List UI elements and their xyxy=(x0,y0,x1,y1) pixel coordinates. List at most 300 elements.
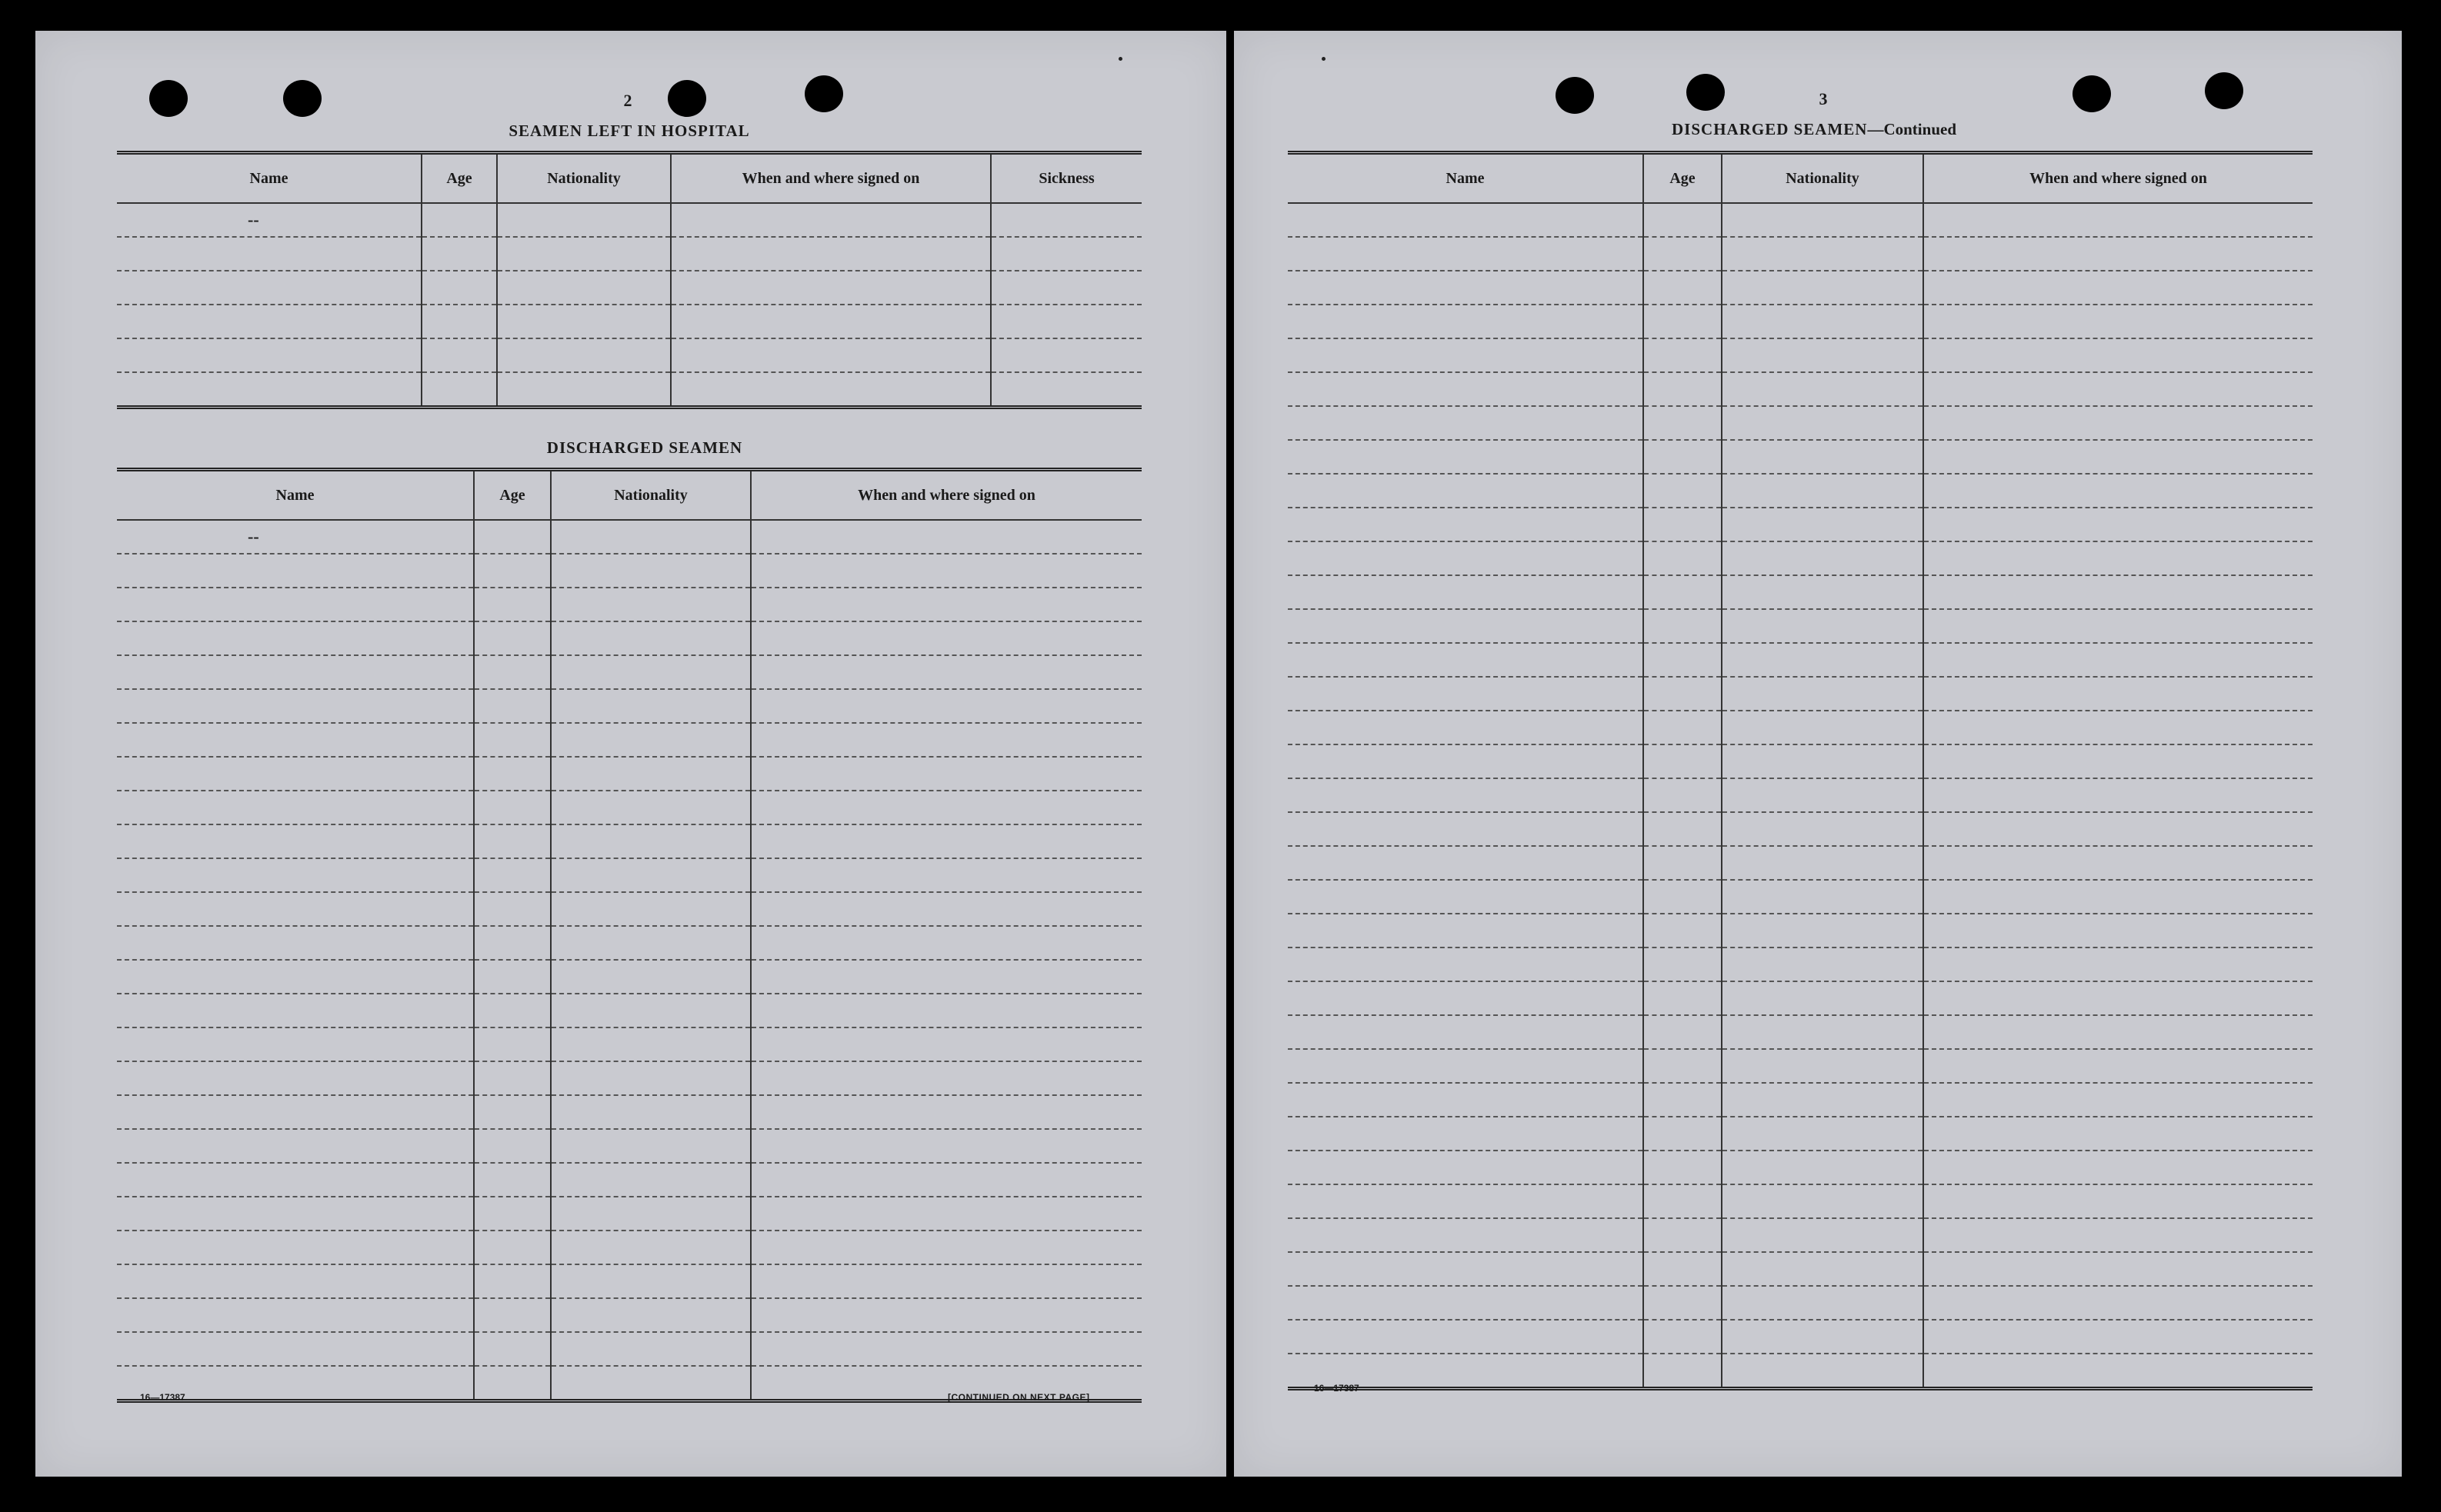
table-row xyxy=(117,1197,1142,1231)
table-cell xyxy=(1643,237,1722,271)
table-row xyxy=(117,1129,1142,1163)
table-cell xyxy=(1288,1015,1643,1049)
table-cell xyxy=(1722,440,1923,474)
table-cell xyxy=(1722,406,1923,440)
table-cell xyxy=(751,824,1142,858)
table-cell xyxy=(991,305,1142,338)
table-cell xyxy=(1722,981,1923,1015)
table-cell xyxy=(1722,1117,1923,1151)
section-title-main: DISCHARGED SEAMEN xyxy=(1672,120,1868,138)
table-row xyxy=(1288,914,2313,947)
table-cell xyxy=(1923,1286,2313,1320)
table-cell xyxy=(1288,1049,1643,1083)
page-number: 3 xyxy=(1819,89,1828,108)
discharged-section-title: DISCHARGED SEAMEN xyxy=(546,438,743,457)
table-cell xyxy=(1923,643,2313,677)
table-row xyxy=(117,1264,1142,1298)
table-cell xyxy=(117,858,474,892)
table-row xyxy=(117,1332,1142,1366)
punch-hole xyxy=(2073,75,2111,112)
table-cell xyxy=(1288,271,1643,305)
table-cell xyxy=(117,271,422,305)
table-cell xyxy=(1288,812,1643,846)
table-cell xyxy=(1288,914,1643,947)
table-cell xyxy=(1643,914,1722,947)
table-cell xyxy=(551,1027,751,1061)
table-row xyxy=(1288,1049,2313,1083)
table-cell xyxy=(671,203,991,237)
table-cell xyxy=(1288,947,1643,981)
table-cell xyxy=(1643,947,1722,981)
column-header-name: Name xyxy=(1288,153,1643,204)
table-cell xyxy=(1923,778,2313,812)
table-cell xyxy=(1923,575,2313,609)
table-cell xyxy=(1643,812,1722,846)
column-header-signed-on: When and where signed on xyxy=(751,470,1142,521)
table-cell xyxy=(422,237,497,271)
table-cell xyxy=(551,655,751,689)
hospital-table xyxy=(117,151,1142,409)
table-cell xyxy=(671,372,991,408)
punch-hole xyxy=(283,80,322,117)
table-cell xyxy=(117,791,474,824)
table-cell xyxy=(551,1366,751,1401)
table-row xyxy=(117,271,1142,305)
table-cell xyxy=(551,621,751,655)
table-cell xyxy=(1643,1286,1722,1320)
table-cell xyxy=(751,1231,1142,1264)
table-row xyxy=(117,621,1142,655)
table-cell xyxy=(751,1163,1142,1197)
table-cell xyxy=(474,655,551,689)
table-cell xyxy=(751,655,1142,689)
table-cell xyxy=(1288,406,1643,440)
table-cell xyxy=(1288,711,1643,744)
table-cell xyxy=(551,994,751,1027)
table-cell xyxy=(1288,440,1643,474)
table-cell xyxy=(117,372,422,408)
table-row xyxy=(117,960,1142,994)
table-cell xyxy=(474,1332,551,1366)
table-row xyxy=(1288,372,2313,406)
table-cell xyxy=(1722,1354,1923,1389)
table-cell xyxy=(1643,778,1722,812)
table-cell xyxy=(1722,812,1923,846)
table-cell xyxy=(751,757,1142,791)
table-cell xyxy=(1923,474,2313,508)
table-cell xyxy=(1923,372,2313,406)
table-cell xyxy=(1923,677,2313,711)
table-cell xyxy=(1722,914,1923,947)
table-cell xyxy=(1722,338,1923,372)
table-cell xyxy=(1722,541,1923,575)
table-cell xyxy=(1722,744,1923,778)
table-row xyxy=(117,824,1142,858)
table-cell xyxy=(1722,947,1923,981)
table-cell xyxy=(751,1129,1142,1163)
table-row xyxy=(1288,508,2313,541)
table-cell xyxy=(117,689,474,723)
table-cell xyxy=(1923,744,2313,778)
table-cell xyxy=(1923,1218,2313,1252)
table-cell xyxy=(1722,1049,1923,1083)
table-cell xyxy=(1722,1083,1923,1117)
table-row xyxy=(1288,338,2313,372)
table-cell xyxy=(1722,1015,1923,1049)
table-cell xyxy=(751,791,1142,824)
table-cell xyxy=(991,237,1142,271)
table-cell xyxy=(1288,541,1643,575)
column-header-age: Age xyxy=(1643,153,1722,204)
table-cell xyxy=(422,372,497,408)
table-cell xyxy=(474,960,551,994)
table-row xyxy=(1288,271,2313,305)
table-row xyxy=(1288,677,2313,711)
table-cell xyxy=(1722,271,1923,305)
table-row xyxy=(1288,744,2313,778)
table-row xyxy=(1288,1184,2313,1218)
table-cell xyxy=(1288,643,1643,677)
table-row xyxy=(117,655,1142,689)
table-cell xyxy=(117,1095,474,1129)
table-cell xyxy=(1288,609,1643,643)
table-row xyxy=(117,791,1142,824)
table-row xyxy=(117,520,1142,554)
table-cell xyxy=(1643,372,1722,406)
column-header-age: Age xyxy=(422,153,497,204)
table-cell xyxy=(474,1264,551,1298)
table-cell xyxy=(117,757,474,791)
table-cell xyxy=(551,858,751,892)
table-row xyxy=(1288,474,2313,508)
table-cell xyxy=(117,994,474,1027)
table-cell xyxy=(1722,474,1923,508)
table-cell xyxy=(1923,609,2313,643)
table-cell xyxy=(474,1163,551,1197)
table-cell xyxy=(1722,1184,1923,1218)
table-cell xyxy=(1923,1184,2313,1218)
table-row xyxy=(117,1231,1142,1264)
table-cell xyxy=(1643,440,1722,474)
table-cell xyxy=(1643,474,1722,508)
table-cell xyxy=(497,372,671,408)
table-row xyxy=(1288,237,2313,271)
table-cell xyxy=(751,1061,1142,1095)
table-cell xyxy=(751,554,1142,588)
table-cell xyxy=(474,621,551,655)
speck xyxy=(1322,57,1326,61)
table-cell xyxy=(751,858,1142,892)
table-cell xyxy=(1643,981,1722,1015)
discharged-continued-title xyxy=(1672,120,1956,139)
table-cell xyxy=(1643,711,1722,744)
table-row xyxy=(1288,305,2313,338)
table-cell xyxy=(474,1061,551,1095)
table-cell xyxy=(1643,203,1722,237)
table-cell xyxy=(751,1095,1142,1129)
table-cell xyxy=(117,588,474,621)
table-cell xyxy=(1643,846,1722,880)
table-row xyxy=(1288,643,2313,677)
table-row xyxy=(117,1163,1142,1197)
table-cell xyxy=(1643,1320,1722,1354)
table-row xyxy=(117,1095,1142,1129)
table-cell xyxy=(1643,643,1722,677)
table-cell xyxy=(751,960,1142,994)
table-row xyxy=(1288,778,2313,812)
table-cell xyxy=(497,237,671,271)
table-cell: -- xyxy=(117,203,422,237)
table-row xyxy=(117,757,1142,791)
table-cell xyxy=(751,621,1142,655)
table-cell xyxy=(1288,305,1643,338)
table-cell xyxy=(497,338,671,372)
table-cell xyxy=(1722,1286,1923,1320)
table-row xyxy=(1288,1015,2313,1049)
table-cell xyxy=(1923,440,2313,474)
punch-hole xyxy=(805,75,843,112)
table-cell xyxy=(1722,508,1923,541)
table-row xyxy=(117,554,1142,588)
table-cell xyxy=(751,689,1142,723)
table-cell xyxy=(474,1231,551,1264)
table-row xyxy=(117,588,1142,621)
table-cell xyxy=(1288,474,1643,508)
table-cell xyxy=(551,520,751,554)
table-cell xyxy=(671,338,991,372)
table-row xyxy=(1288,1286,2313,1320)
table-cell xyxy=(474,824,551,858)
table-cell xyxy=(117,554,474,588)
table-cell xyxy=(551,892,751,926)
table-cell xyxy=(117,1231,474,1264)
table-cell xyxy=(1288,677,1643,711)
form-page-left xyxy=(35,31,1226,1477)
table-cell xyxy=(1722,1218,1923,1252)
table-cell xyxy=(474,1197,551,1231)
table-cell xyxy=(117,892,474,926)
table-cell xyxy=(551,723,751,757)
table-row xyxy=(1288,203,2313,237)
table-row xyxy=(117,1061,1142,1095)
table-cell xyxy=(991,271,1142,305)
table-cell xyxy=(1923,541,2313,575)
table-cell xyxy=(551,791,751,824)
table-cell xyxy=(551,960,751,994)
page-number: 2 xyxy=(623,91,632,110)
table-cell xyxy=(751,1027,1142,1061)
table-cell xyxy=(751,1298,1142,1332)
table-cell xyxy=(1923,1049,2313,1083)
punch-hole xyxy=(668,80,706,117)
table-row xyxy=(117,926,1142,960)
table-row xyxy=(1288,1354,2313,1389)
table-cell xyxy=(1288,880,1643,914)
table-cell xyxy=(1643,1218,1722,1252)
continued-note: [CONTINUED ON NEXT PAGE] xyxy=(948,1392,1090,1403)
table-cell xyxy=(1923,1015,2313,1049)
table-row xyxy=(117,994,1142,1027)
table-cell xyxy=(117,1129,474,1163)
table-cell xyxy=(1643,677,1722,711)
table-cell xyxy=(1643,1015,1722,1049)
table-cell xyxy=(422,305,497,338)
table-row xyxy=(1288,609,2313,643)
table-row xyxy=(1288,1083,2313,1117)
table-cell xyxy=(751,520,1142,554)
table-cell xyxy=(551,1332,751,1366)
table-cell xyxy=(474,858,551,892)
table-cell xyxy=(1288,1252,1643,1286)
table-cell xyxy=(1722,778,1923,812)
table-row xyxy=(1288,406,2313,440)
table-cell xyxy=(1288,1151,1643,1184)
table-row xyxy=(117,892,1142,926)
table-cell xyxy=(1722,1320,1923,1354)
table-cell xyxy=(991,203,1142,237)
table-cell xyxy=(551,1231,751,1264)
discharged-continued-table xyxy=(1288,151,2313,1390)
table-cell xyxy=(1722,609,1923,643)
table-row xyxy=(1288,812,2313,846)
table-cell xyxy=(551,689,751,723)
table-cell xyxy=(551,554,751,588)
table-cell xyxy=(474,892,551,926)
table-cell xyxy=(117,655,474,689)
table-cell xyxy=(1923,711,2313,744)
table-row xyxy=(1288,1252,2313,1286)
table-row xyxy=(117,1298,1142,1332)
table-cell xyxy=(751,1197,1142,1231)
table-cell xyxy=(551,1129,751,1163)
table-cell xyxy=(671,271,991,305)
column-header-age: Age xyxy=(474,470,551,521)
table-cell xyxy=(751,994,1142,1027)
column-header-name: Name xyxy=(117,470,474,521)
column-header-sickness: Sickness xyxy=(991,153,1142,204)
table-cell xyxy=(1722,1252,1923,1286)
table-cell xyxy=(751,1264,1142,1298)
table-cell xyxy=(1722,643,1923,677)
table-cell: -- xyxy=(117,520,474,554)
table-cell xyxy=(117,1264,474,1298)
table-cell xyxy=(551,1163,751,1197)
table-cell xyxy=(671,305,991,338)
table-cell xyxy=(497,305,671,338)
punch-hole xyxy=(149,80,188,117)
table-cell xyxy=(1643,271,1722,305)
table-cell xyxy=(117,1197,474,1231)
table-cell xyxy=(1643,609,1722,643)
table-cell xyxy=(1288,338,1643,372)
table-cell xyxy=(474,757,551,791)
table-row xyxy=(117,372,1142,408)
table-cell xyxy=(1923,1252,2313,1286)
table-row xyxy=(117,723,1142,757)
table-cell xyxy=(751,723,1142,757)
table-row xyxy=(117,1027,1142,1061)
table-row xyxy=(1288,541,2313,575)
table-cell xyxy=(1643,338,1722,372)
table-cell xyxy=(497,271,671,305)
table-cell xyxy=(1643,1184,1722,1218)
table-cell xyxy=(117,926,474,960)
table-cell xyxy=(551,1095,751,1129)
table-row xyxy=(1288,880,2313,914)
column-header-name: Name xyxy=(117,153,422,204)
table-cell xyxy=(1722,846,1923,880)
table-cell xyxy=(1722,237,1923,271)
table-cell xyxy=(1923,271,2313,305)
form-page-right xyxy=(1234,31,2402,1477)
table-row xyxy=(1288,1218,2313,1252)
table-cell xyxy=(551,926,751,960)
table-row xyxy=(1288,846,2313,880)
table-cell xyxy=(1288,1320,1643,1354)
table-cell xyxy=(751,588,1142,621)
table-row xyxy=(1288,575,2313,609)
table-cell xyxy=(1643,305,1722,338)
table-cell xyxy=(1288,1083,1643,1117)
table-cell xyxy=(1923,1117,2313,1151)
table-cell xyxy=(1923,338,2313,372)
table-cell xyxy=(991,338,1142,372)
table-cell xyxy=(117,1061,474,1095)
table-cell xyxy=(1643,1151,1722,1184)
table-cell xyxy=(751,926,1142,960)
table-row xyxy=(1288,440,2313,474)
table-cell xyxy=(474,689,551,723)
table-cell xyxy=(117,1163,474,1197)
table-row xyxy=(117,858,1142,892)
table-cell xyxy=(474,723,551,757)
table-cell xyxy=(1923,947,2313,981)
table-cell xyxy=(1643,508,1722,541)
speck xyxy=(1119,57,1122,61)
table-cell xyxy=(117,305,422,338)
table-cell xyxy=(1643,1354,1722,1389)
table-cell xyxy=(751,892,1142,926)
table-cell xyxy=(117,960,474,994)
table-cell xyxy=(117,237,422,271)
table-cell xyxy=(551,1197,751,1231)
table-cell xyxy=(1923,1083,2313,1117)
table-cell xyxy=(1643,1083,1722,1117)
table-cell xyxy=(474,1298,551,1332)
table-cell xyxy=(1923,846,2313,880)
table-cell xyxy=(117,824,474,858)
table-cell xyxy=(1722,711,1923,744)
table-cell xyxy=(474,588,551,621)
table-row xyxy=(1288,1151,2313,1184)
table-cell xyxy=(991,372,1142,408)
table-cell xyxy=(1288,1184,1643,1218)
table-cell xyxy=(422,203,497,237)
table-cell xyxy=(1923,880,2313,914)
table-cell xyxy=(1288,1117,1643,1151)
table-cell xyxy=(474,791,551,824)
table-cell xyxy=(1643,575,1722,609)
table-cell xyxy=(551,1264,751,1298)
table-cell xyxy=(1288,1286,1643,1320)
form-code: 16—17387 xyxy=(140,1392,185,1403)
table-cell xyxy=(1288,372,1643,406)
form-code: 16—17387 xyxy=(1314,1383,1359,1394)
table-cell xyxy=(1923,203,2313,237)
table-cell xyxy=(1288,237,1643,271)
table-cell xyxy=(422,338,497,372)
table-row xyxy=(117,689,1142,723)
